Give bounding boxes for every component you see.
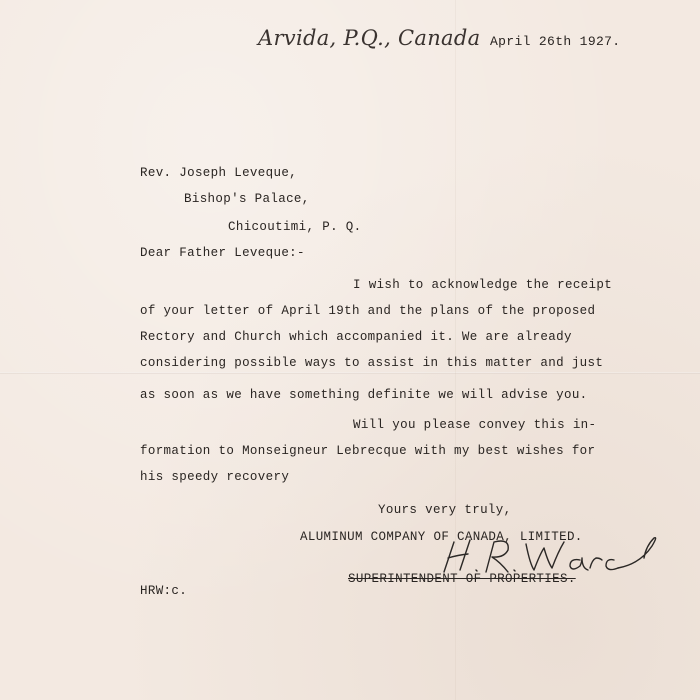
paper-fold-vertical <box>455 0 456 700</box>
valediction: Yours very truly, <box>378 503 512 517</box>
body-line: as soon as we have something definite we will advise you. <box>140 388 588 402</box>
recipient-line-3: Chicoutimi, P. Q. <box>228 220 362 234</box>
body-line: considering possible ways to assist in this matter and just <box>140 356 604 370</box>
reference-initials: HRW:c. <box>140 584 188 598</box>
body-line: of your letter of April 19th and the plans of the proposed <box>140 304 596 318</box>
signer-title: SUPERINTENDENT OF PROPERTIES. <box>348 572 576 586</box>
letter-date: April 26th 1927. <box>490 34 621 49</box>
body-line: Rectory and Church which accompanied it. We are already <box>140 330 572 344</box>
body-line: I wish to acknowledge the receipt <box>353 278 613 292</box>
body-line: Will you please convey this in- <box>353 418 597 432</box>
recipient-line-1: Rev. Joseph Leveque, <box>140 166 298 180</box>
body-line: formation to Monseigneur Lebrecque with my best wishes for <box>140 444 596 458</box>
body-line: his speedy recovery <box>140 470 290 484</box>
letterhead-place: Arvida, P.Q., Canada <box>258 26 481 50</box>
paper-fold-horizontal <box>0 372 700 374</box>
company-name: ALUMINUM COMPANY OF CANADA, LIMITED. <box>300 530 583 544</box>
salutation: Dear Father Leveque:- <box>140 246 305 260</box>
recipient-line-2: Bishop's Palace, <box>184 192 310 206</box>
